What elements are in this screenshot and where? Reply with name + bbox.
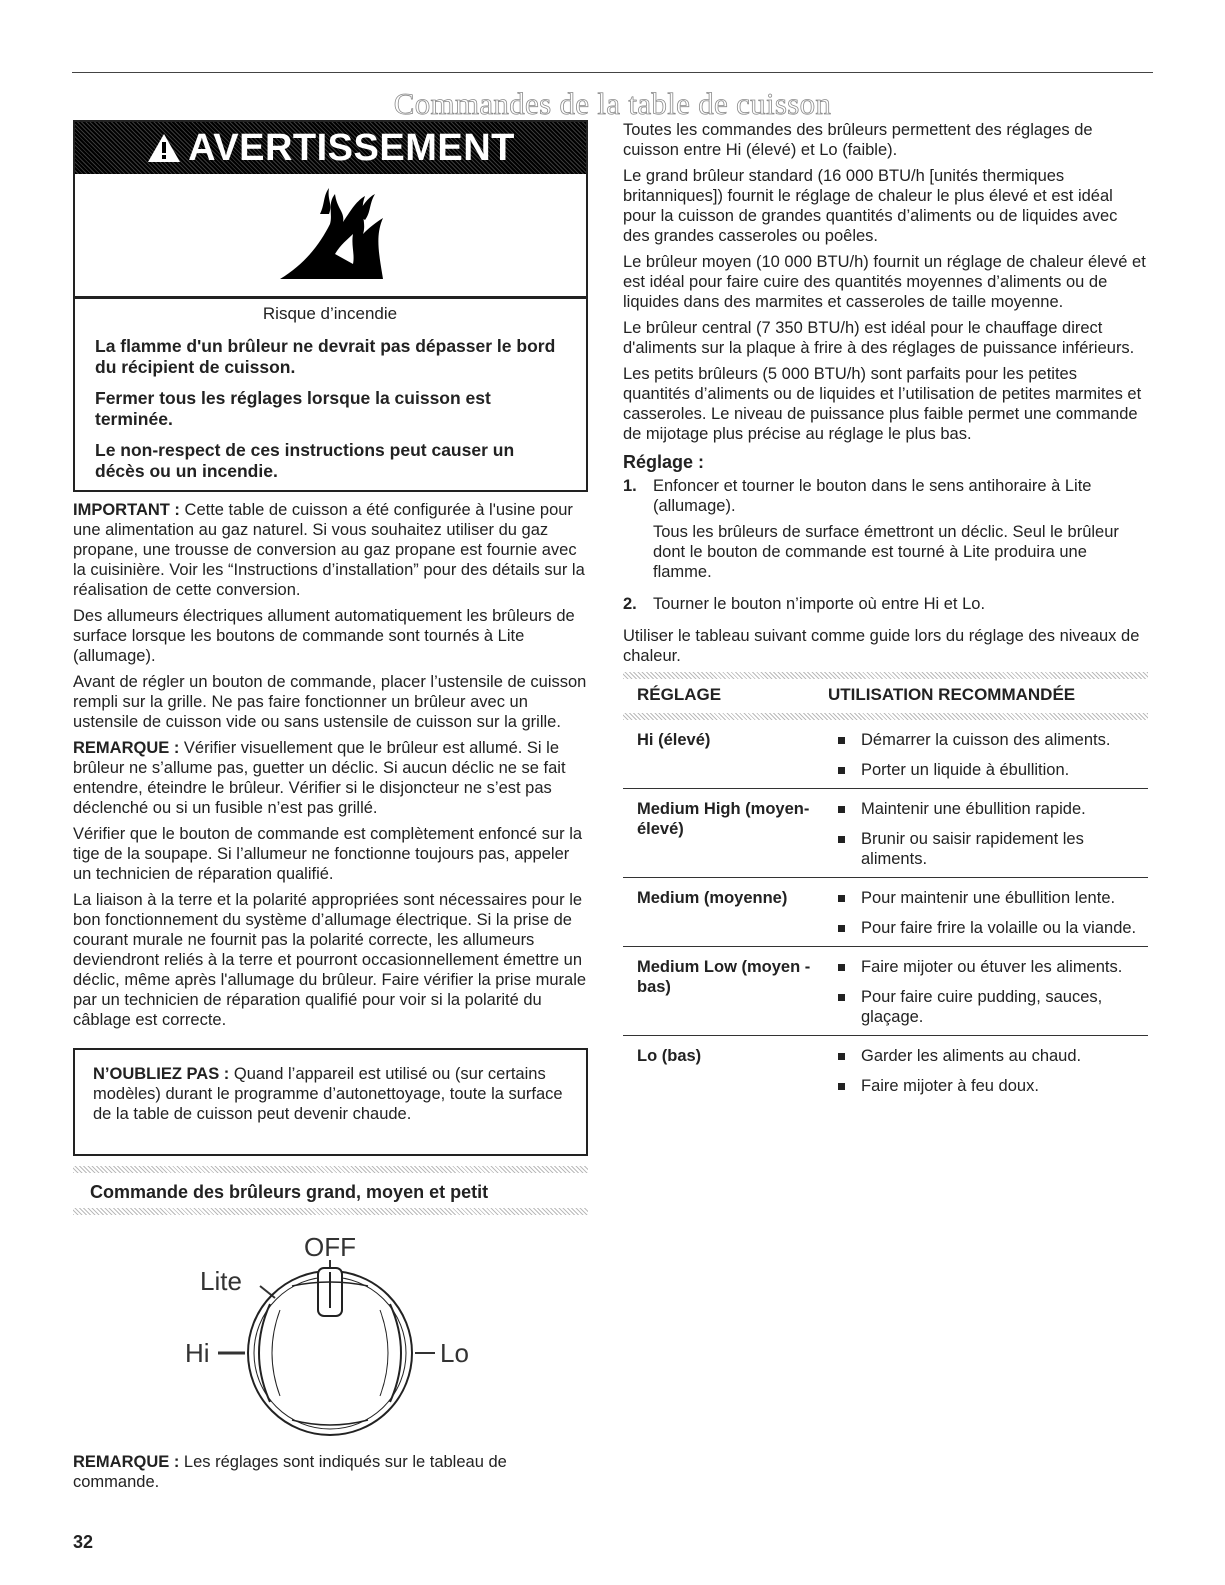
table-row [623, 1036, 1148, 1104]
knob-lite-label: Lite [200, 1266, 242, 1296]
remark-settings [73, 1452, 573, 1492]
remarque-label: REMARQUE : [73, 739, 180, 757]
use-text: Faire mijoter ou étuver les aliments. [861, 958, 1123, 976]
top-rule [72, 72, 1153, 73]
use-text: Garder les aliments au chaud. [861, 1047, 1082, 1065]
small-burner-paragraph: Les petits brûleurs (5 000 BTU/h) sont parfaits pour les petites quantités d’aliments ou de liquides et l’utilisation de petites marmites et casseroles. Le niveau de puissance plus faible permet une commande de mijotage plus précise au réglage le plus bas. [623, 365, 1142, 443]
grounding-paragraph: La liaison à la terre et la polarité appropriées sont nécessaires pour le bon fonctionnement du système d’allumage électrique. Si la prise de courant murale ne fournit pas la polarité correcte, les allumeurs deviendront reliés à la terre et pourront occasionnellement émettre un déclic, même après l'allumage du brûleur. Faire vérifier la prise murale par un technicien de réparation qualifié pour voir si la polarité du câblage est correcte. [73, 891, 587, 1029]
note-label: N’OUBLIEZ PAS : [93, 1065, 230, 1083]
note-text: Quand l’appareil est utilisé ou (sur certains modèles) durant le programme d’autonettoyage, toute la surface de la table de cuisson peut devenir chaude. [93, 1065, 563, 1123]
table-top-bar [623, 672, 1148, 679]
fire-icon [275, 184, 390, 284]
use-item [828, 1076, 1148, 1096]
page-title: Commandes de la table de cuisson [393, 86, 832, 121]
bullet-square-icon [838, 1083, 845, 1090]
knob-pressed-paragraph: Vérifier que le bouton de commande est complètement enfoncé sur la tige de la soupape. Si l’allumeur ne fonctionne toujours pas, appeler un technicien de réparation qualifié. [73, 825, 583, 883]
step-2-text: Tourner le bouton n’importe où entre Hi et Lo. [653, 595, 986, 613]
header-utilisation: UTILISATION RECOMMANDÉE [828, 685, 1076, 704]
bullet-square-icon [838, 1053, 845, 1060]
warning-text [95, 304, 565, 492]
knob-hi-label: Hi [185, 1338, 210, 1368]
sub-heading-top-bar [73, 1166, 588, 1173]
step-2-number: 2. [623, 595, 637, 613]
bullet-square-icon [838, 836, 845, 843]
use-text: Pour maintenir une ébullition lente. [861, 889, 1116, 907]
left-column [73, 500, 588, 1036]
important-text: Cette table de cuisson a été configurée à l'usine pour une alimentation au gaz naturel. Si vous souhaitez utiliser du gaz propane, une trousse de conversion au gaz propane est fournie avec la cuisinière. Voir les “Instructions d’installation” pour des détails sur la réalisation de cette conversion. [73, 501, 585, 599]
use-text: Porter un liquide à ébullition. [861, 761, 1070, 779]
sub-heading-bottom-bar [73, 1208, 588, 1215]
row-setting: Medium Low (moyen - bas) [637, 958, 811, 996]
row-setting: Hi (élevé) [637, 731, 711, 749]
medium-burner-paragraph: Le brûleur moyen (10 000 BTU/h) fournit un réglage de chaleur élevé et est idéal pour faire cuire des quantités moyennes d’aliments ou de liquides dans des marmites et casseroles de taille moyenne. [623, 253, 1146, 311]
use-item [828, 799, 1148, 819]
row-setting: Lo (bas) [637, 1047, 702, 1065]
page-number: 32 [73, 1532, 94, 1552]
step-1-subtext: Tous les brûleurs de surface émettront un déclic. Seul le brûleur dont le bouton de commande est tourné à Lite produira une flamme. [653, 523, 1119, 581]
row-setting: Medium High (moyen-élevé) [637, 800, 810, 838]
guide-paragraph: Utiliser le tableau suivant comme guide lors du réglage des niveaux de chaleur. [623, 627, 1140, 665]
large-burner-paragraph: Le grand brûleur standard (16 000 BTU/h [unités thermiques britanniques]) fournit le réglage de chaleur le plus élevé et est idéal pour la cuisson de grandes quantités d’aliments ou de liquides avec des grandes casseroles ou poêles. [623, 167, 1118, 245]
warning-icon-area [75, 174, 586, 299]
sub-heading: Commande des brûleurs grand, moyen et petit [90, 1182, 489, 1202]
table-row [623, 789, 1148, 878]
bullet-square-icon [838, 737, 845, 744]
step-1-text: Enfoncer et tourner le bouton dans le sens antihoraire à Lite (allumage). [653, 477, 1092, 515]
remark2-label: REMARQUE : [73, 1453, 180, 1471]
use-item [828, 888, 1148, 908]
bullet-square-icon [838, 964, 845, 971]
table-row [623, 947, 1148, 1036]
remarque-text: Vérifier visuellement que le brûleur est allumé. Si le brûleur ne s’allume pas, guetter un déclic. Si aucun déclic ne se fait entendre, éteindre le brûleur. Vérifier si le disjoncteur ne s’est pas déclenché ou si un fusible n’est pas grillé. [73, 739, 566, 817]
header-reglage: RÉGLAGE [637, 685, 722, 704]
use-text: Maintenir une ébullition rapide. [861, 800, 1086, 818]
use-text: Faire mijoter à feu doux. [861, 1077, 1039, 1095]
warning-line-1: La flamme d'un brûleur ne devrait pas dépasser le bord du récipient de cuisson. [95, 336, 556, 377]
igniters-paragraph: Des allumeurs électriques allument automatiquement les brûleurs de surface lorsque les boutons de commande sont tournés à Lite (allumage). [73, 607, 575, 665]
use-item [828, 987, 1148, 1027]
use-item [828, 760, 1148, 780]
step-1-number: 1. [623, 477, 637, 495]
table-header-bar [623, 713, 1148, 720]
use-text: Pour faire frire la volaille ou la viande. [861, 919, 1137, 937]
table-header [623, 679, 1148, 713]
bullet-square-icon [838, 767, 845, 774]
warning-header-text: AVERTISSEMENT [188, 126, 515, 169]
step-2 [623, 594, 1148, 620]
warning-line-2: Fermer tous les réglages lorsque la cuisson est terminée. [95, 388, 491, 429]
bullet-square-icon [838, 806, 845, 813]
knob-off-label: OFF [304, 1232, 356, 1262]
step-1 [623, 476, 1148, 588]
use-item [828, 1046, 1148, 1066]
note-box [73, 1048, 588, 1156]
bullet-square-icon [838, 895, 845, 902]
intro-paragraph: Toutes les commandes des brûleurs permettent des réglages de cuisson entre Hi (élevé) et Lo (faible). [623, 121, 1093, 159]
use-item [828, 829, 1148, 869]
warning-line-3: Le non-respect de ces instructions peut causer un décès ou un incendie. [95, 440, 515, 481]
knob-lo-label: Lo [440, 1338, 469, 1368]
use-text: Brunir ou saisir rapidement les aliments. [861, 830, 1084, 868]
reglage-heading: Réglage : [623, 452, 705, 472]
row-setting: Medium (moyenne) [637, 889, 788, 907]
table-row [623, 720, 1148, 789]
use-text: Démarrer la cuisson des aliments. [861, 731, 1111, 749]
important-paragraph [73, 500, 588, 600]
use-item [828, 957, 1148, 977]
control-knob-diagram [180, 1226, 480, 1441]
warning-triangle-icon [146, 132, 182, 164]
remarque-paragraph [73, 738, 588, 818]
use-text: Pour faire cuire pudding, sauces, glaçage. [861, 988, 1103, 1026]
warning-subtitle: Risque d’incendie [262, 304, 398, 323]
warning-box [73, 120, 588, 492]
use-item [828, 918, 1148, 938]
settings-table [623, 720, 1148, 1104]
before-setting-paragraph: Avant de régler un bouton de commande, placer l’ustensile de cuisson rempli sur la grille. Ne pas faire fonctionner un brûleur avec un ustensile de cuisson vide ou sans ustensile de cuisson sur la grille. [73, 673, 587, 731]
right-column [623, 120, 1148, 1104]
use-item [828, 730, 1148, 750]
bullet-square-icon [838, 994, 845, 1001]
central-burner-paragraph: Le brûleur central (7 350 BTU/h) est idéal pour le chauffage direct d'aliments sur la plaque à frire à des réglages de puissance inférieurs. [623, 319, 1135, 357]
important-label: IMPORTANT : [73, 501, 180, 519]
table-row [623, 878, 1148, 947]
remark2-text: Les réglages sont indiqués sur le tableau de commande. [73, 1453, 507, 1491]
bullet-square-icon [838, 925, 845, 932]
warning-header [75, 122, 586, 174]
